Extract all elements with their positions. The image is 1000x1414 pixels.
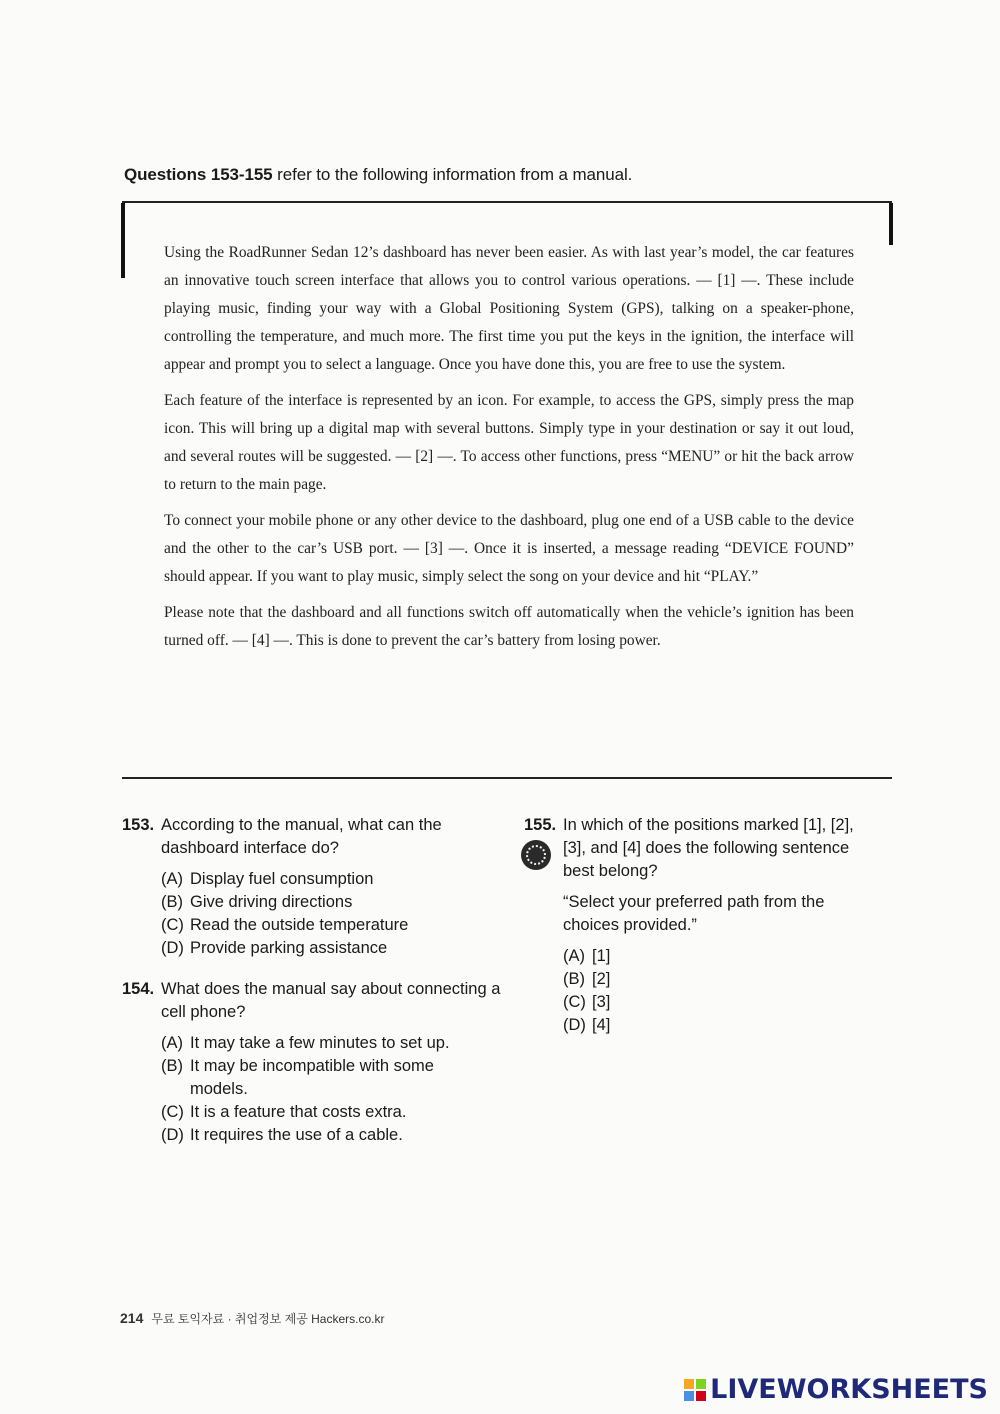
answer-option[interactable] xyxy=(161,937,482,960)
answer-option[interactable] xyxy=(563,968,874,991)
answer-option[interactable] xyxy=(161,914,482,937)
option-label: (B) xyxy=(161,1057,183,1075)
answer-option[interactable] xyxy=(563,1014,874,1037)
passage-paragraph: Using the RoadRunner Sedan 12’s dashboard has never been easier. As with last year’s model, the car features an innovative touch screen interface that allows you to control various operations. — [1] —. These include playing music, finding your way with a Global Positioning System (GPS), talking on a speaker-phone, controlling the temperature, and much more. The first time you put the keys in the ignition, the interface will appear and prompt you to select a language. Once you have done this, you are free to use the system. xyxy=(164,244,854,373)
question-number: 153. xyxy=(122,816,155,834)
answer-option[interactable] xyxy=(161,1124,502,1147)
option-label: (C) xyxy=(161,1103,184,1121)
manual-passage-box xyxy=(122,201,892,779)
option-text: Provide parking assistance xyxy=(190,939,388,957)
liveworksheets-brand[interactable] xyxy=(684,1374,988,1405)
option-label: (B) xyxy=(563,970,585,988)
questions-intro: refer to the following information from a manual. xyxy=(272,165,633,184)
option-label: (D) xyxy=(161,939,184,957)
option-label: (B) xyxy=(161,893,183,911)
question-155 xyxy=(524,814,874,1037)
question-stem: In which of the positions marked [1], [2], [3], and [4] does the following sentence best belong? xyxy=(563,816,854,880)
question-quote: “Select your preferred path from the choices provided.” xyxy=(563,893,825,934)
question-stem: What does the manual say about connecting a cell phone? xyxy=(161,980,501,1021)
answer-option[interactable] xyxy=(563,991,874,1014)
answer-options xyxy=(563,945,874,1037)
option-label: (C) xyxy=(161,916,184,934)
option-text: Give driving directions xyxy=(190,893,353,911)
box-bracket xyxy=(121,203,125,245)
answer-option[interactable] xyxy=(161,1055,481,1101)
brand-text: LIVEWORKSHEETS xyxy=(710,1374,988,1405)
option-label: (A) xyxy=(563,947,585,965)
question-154 xyxy=(122,978,502,1147)
passage-paragraph: To connect your mobile phone or any other device to the dashboard, plug one end of a USB cable to the device and the other to the car’s USB port. — [3] —. Once it is inserted, a message reading “DEVICE FOUND” should appear. If you want to play music, simply select the song on your device and hit “PLAY.” xyxy=(164,512,854,585)
answer-options xyxy=(161,868,482,960)
option-text: It is a feature that costs extra. xyxy=(190,1103,407,1121)
footer-text: 무료 토익자료 · 취업정보 제공 Hackers.co.kr xyxy=(151,1312,385,1326)
box-bracket xyxy=(889,203,893,245)
option-label: (D) xyxy=(563,1016,586,1034)
option-text: [3] xyxy=(592,993,611,1011)
answer-option[interactable] xyxy=(563,945,874,968)
option-text: It may be incompatible with some models. xyxy=(190,1057,434,1098)
answer-option[interactable] xyxy=(161,1032,502,1055)
liveworksheets-logo-icon xyxy=(684,1379,706,1401)
question-stem: According to the manual, what can the dashboard interface do? xyxy=(161,816,442,857)
option-label: (A) xyxy=(161,1034,183,1052)
questions-header xyxy=(124,165,884,185)
option-text: It may take a few minutes to set up. xyxy=(190,1034,450,1052)
option-text: Read the outside temperature xyxy=(190,916,409,934)
page-number: 214 xyxy=(120,1310,144,1326)
passage-paragraph: Please note that the dashboard and all functions switch off automatically when the vehicle’s ignition has been turned off. — [4] —. This is done to prevent the car’s battery from losing power. xyxy=(164,604,854,649)
answer-option[interactable] xyxy=(161,1101,502,1124)
manual-passage xyxy=(164,239,854,663)
option-text: [1] xyxy=(592,947,611,965)
option-text: [2] xyxy=(592,970,611,988)
question-153 xyxy=(122,814,482,960)
page-footer xyxy=(120,1310,384,1327)
option-text: It requires the use of a cable. xyxy=(190,1126,403,1144)
option-label: (C) xyxy=(563,993,586,1011)
questions-range: Questions 153-155 xyxy=(124,165,273,184)
question-number: 155. xyxy=(524,816,557,834)
option-text: Display fuel consumption xyxy=(190,870,374,888)
option-label: (D) xyxy=(161,1126,184,1144)
question-number: 154. xyxy=(122,980,155,998)
answer-option[interactable] xyxy=(161,868,482,891)
answer-options xyxy=(161,1032,502,1147)
option-text: [4] xyxy=(592,1016,611,1034)
passage-paragraph: Each feature of the interface is represented by an icon. For example, to access the GPS, simply press the map icon. This will bring up a digital map with several buttons. Simply type in your destination or say it out loud, and several routes will be suggested. — [2] —. To access other functions, press “MENU” or hit the back arrow to return to the main page. xyxy=(164,392,854,493)
new-type-badge-icon xyxy=(521,840,551,870)
answer-option[interactable] xyxy=(161,891,482,914)
option-label: (A) xyxy=(161,870,183,888)
